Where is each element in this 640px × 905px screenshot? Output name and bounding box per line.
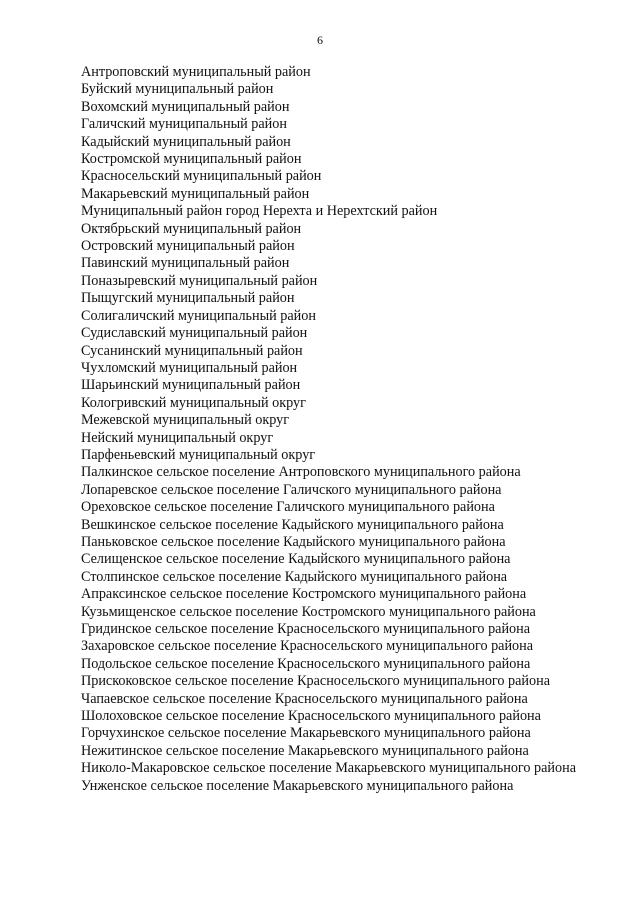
- list-item: Нейский муниципальный округ: [81, 429, 274, 446]
- list-item: Кологривский муниципальный округ: [81, 394, 306, 411]
- list-item: Вохомский муниципальный район: [81, 98, 290, 115]
- list-item: Прискоковское сельское поселение Красносельского муниципального района: [81, 673, 551, 690]
- list-item: Ореховское сельское поселение Галичского муниципального района: [81, 499, 495, 516]
- list-item: Солигаличский муниципальный район: [81, 307, 316, 324]
- list-item: Шарьинский муниципальный район: [81, 377, 301, 394]
- list-item: Поназыревский муниципальный район: [81, 272, 318, 289]
- list-item: Муниципальный район город Нерехта и Нерехтский район: [81, 203, 438, 220]
- list-item: Буйский муниципальный район: [81, 81, 274, 98]
- list-item: Сусанинский муниципальный район: [81, 342, 303, 359]
- list-item: Подольское сельское поселение Красносельского муниципального района: [81, 655, 531, 672]
- list-item: Николо-Макаровское сельское поселение Макарьевского муниципального района: [81, 760, 576, 777]
- list-item: Кузьмищенское сельское поселение Костромского муниципального района: [81, 603, 536, 620]
- list-item: Павинский муниципальный район: [81, 255, 290, 272]
- list-item: Антроповский муниципальный район: [81, 64, 311, 80]
- list-item: Апраксинское сельское поселение Костромского муниципального района: [81, 586, 527, 603]
- list-item: Нежитинское сельское поселение Макарьевского муниципального района: [81, 742, 529, 759]
- page-number: 6: [317, 33, 323, 47]
- list-item: Захаровское сельское поселение Красносельского муниципального района: [81, 638, 534, 655]
- list-item: Гридинское сельское поселение Красносельского муниципального района: [81, 621, 531, 637]
- list-item: Красносельский муниципальный район: [81, 168, 322, 185]
- list-item: Костромской муниципальный район: [81, 151, 302, 168]
- list-item: Чухломский муниципальный район: [81, 359, 298, 376]
- list-item: Селищенское сельское поселение Кадыйского муниципального района: [81, 551, 511, 568]
- list-item: Макарьевский муниципальный район: [81, 185, 310, 202]
- list-item: Межевской муниципальный округ: [81, 412, 290, 429]
- list-item: Кадыйский муниципальный район: [81, 133, 291, 150]
- list-item: Островский муниципальный район: [81, 238, 295, 255]
- list-item: Горчухинское сельское поселение Макарьевского муниципального района: [81, 725, 531, 742]
- list-item: Унженское сельское поселение Макарьевского муниципального района: [81, 777, 514, 794]
- municipality-list: [81, 64, 581, 795]
- list-item: Пыщугский муниципальный район: [81, 290, 295, 307]
- list-item: Палкинское сельское поселение Антроповского муниципального района: [81, 464, 521, 481]
- list-item: Шолоховское сельское поселение Красносельского муниципального района: [81, 708, 541, 725]
- list-item: Чапаевское сельское поселение Красносельского муниципального района: [81, 690, 528, 707]
- list-item: Парфеньевский муниципальный округ: [81, 446, 316, 463]
- list-item: Галичский муниципальный район: [81, 116, 287, 133]
- list-item: Вешкинское сельское поселение Кадыйского муниципального района: [81, 516, 504, 533]
- list-item: Паньковское сельское поселение Кадыйского муниципального района: [81, 533, 506, 550]
- list-item: Лопаревское сельское поселение Галичского муниципального района: [81, 481, 502, 498]
- list-item: Столпинское сельское поселение Кадыйского муниципального района: [81, 568, 508, 585]
- list-item: Октябрьский муниципальный район: [81, 220, 302, 237]
- list-item: Судиславский муниципальный район: [81, 325, 308, 342]
